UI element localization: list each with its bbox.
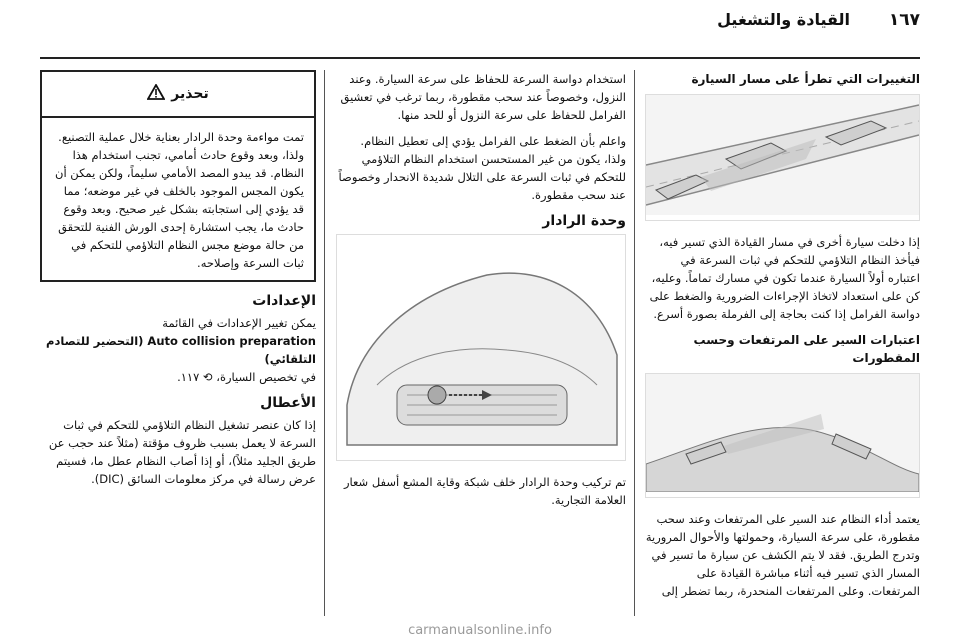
right-column <box>645 70 920 608</box>
warning-box <box>40 70 316 282</box>
running-head: القيادة والتشغيل <box>717 10 850 29</box>
warning-title: تحذير <box>171 86 209 102</box>
settings-line-1: يمكن تغيير الإعدادات في القائمة <box>162 316 316 330</box>
page-header <box>40 10 920 36</box>
hills-continued-body: استخدام دواسة السرعة للحفاظ على سرعة السيارة. وعند النزول، وخصوصاً عند سحب مقطورة، ربما ترغب في تعشيق الفرامل للحفاظ على سرعة النزول أو للحد منها. <box>340 72 626 122</box>
section-title-lane-changes: التغييرات التي تطرأ على مسار السيارة <box>691 72 920 86</box>
radar-sensor-icon <box>428 386 446 404</box>
warning-body: تمت مواءمة وحدة الرادار بعناية خلال عملية التصنيع. ولذا، وبعد وقوع حادث أمامي، تجنب استخدام هذا النظام. قد يبدو المصد الأمامي سليماً، ولكن يمكن أن يكون المجس الموجود بالخلف في غير موضعه؛ مما قد يؤدي إلى استجابته بشكل غير صحيح. وبعد وقوع حادث ما، يجب استشارة إحدى الورش الفنية للتحقق من حالة موضع مجس النظام التلاؤمي للتحكم في ثبات السرعة وإصلاحه. <box>55 130 304 270</box>
section-title-radar: وحدة الرادار <box>542 213 626 229</box>
section-title-faults: الأعطال <box>260 395 316 411</box>
radar-caption: تم تركيب وحدة الرادار خلف شبكة وقاية المشع أسفل شعار العلامة التجارية. <box>343 475 626 507</box>
faults-body: إذا كان عنصر تشغيل النظام التلاؤمي للتحكم في ثبات السرعة لا يعمل بسبب ظروف مؤقتة (مثلاً عند حجب عن طريق الجليد مثلاً)، أو إذا أصاب النظام عطل ما، فسيتم عرض رسالة في مركز معلومات السائق (DIC). <box>48 418 316 486</box>
brake-note-body: واعلم بأن الضغط على الفرامل يؤدي إلى تعطيل النظام. ولذا، يكون من غير المستحسن استخدام النظام التلاؤمي للتحكم في ثبات السرعة على التلال شديدة الانحدار وخصوصاً عند سحب مقطورة. <box>338 134 626 202</box>
hill-illustration <box>645 373 920 498</box>
warning-triangle-icon <box>147 84 165 105</box>
section-title-settings: الإعدادات <box>252 293 316 309</box>
hill-image <box>646 374 919 492</box>
radar-image <box>337 235 625 455</box>
left-column <box>40 70 316 496</box>
lane-changes-body: إذا دخلت سيارة أخرى في مسار القيادة الذي تسير فيه، فيأخذ النظام التلاؤمي للتحكم في ثبات السرعة في اعتباره أولاً السيارة عندما تكون في مسارك تماماً. وعليه، كن على استعداد لاتخاذ الإجراءات الضرورية والضغط على دواسة الفرامل إذا كنت بحاجة إلى الفرملة بصورة أسرع. <box>649 235 920 321</box>
column-divider <box>634 70 635 616</box>
watermark: carmanualsonline.info <box>408 623 552 638</box>
settings-option-ar: (التحضير للتصادم التلقائي) <box>46 334 316 366</box>
header-rule <box>40 57 920 59</box>
radar-unit-illustration <box>336 234 626 461</box>
section-title-hills: اعتبارات السير على المرتفعات وحسب المقطورات <box>693 333 920 365</box>
settings-option-en: Auto collision preparation <box>147 334 316 348</box>
warning-header <box>42 72 314 118</box>
hills-body: يعتمد أداء النظام عند السير على المرتفعات وعند سحب مقطورة، على سرعة السيارة، وحمولتها والأحوال المرورية وتدرج الطريق. فقد لا يتم الكشف عن سيارة ما تسير في المسار الذي تسير فيه أثناء مباشرة القيادة على المرتفعات. وعلى المرتفعات المنحدرة، ربما تضطر إلى <box>645 512 920 598</box>
settings-line-2 <box>40 332 316 368</box>
column-divider <box>324 70 325 616</box>
page-number: ١٦٧ <box>888 10 920 30</box>
lane-change-illustration <box>645 94 920 221</box>
middle-column <box>336 70 626 517</box>
settings-line-3: في تخصيص السيارة، ⟲ ١١٧. <box>177 370 316 384</box>
lane-change-image <box>646 95 919 215</box>
